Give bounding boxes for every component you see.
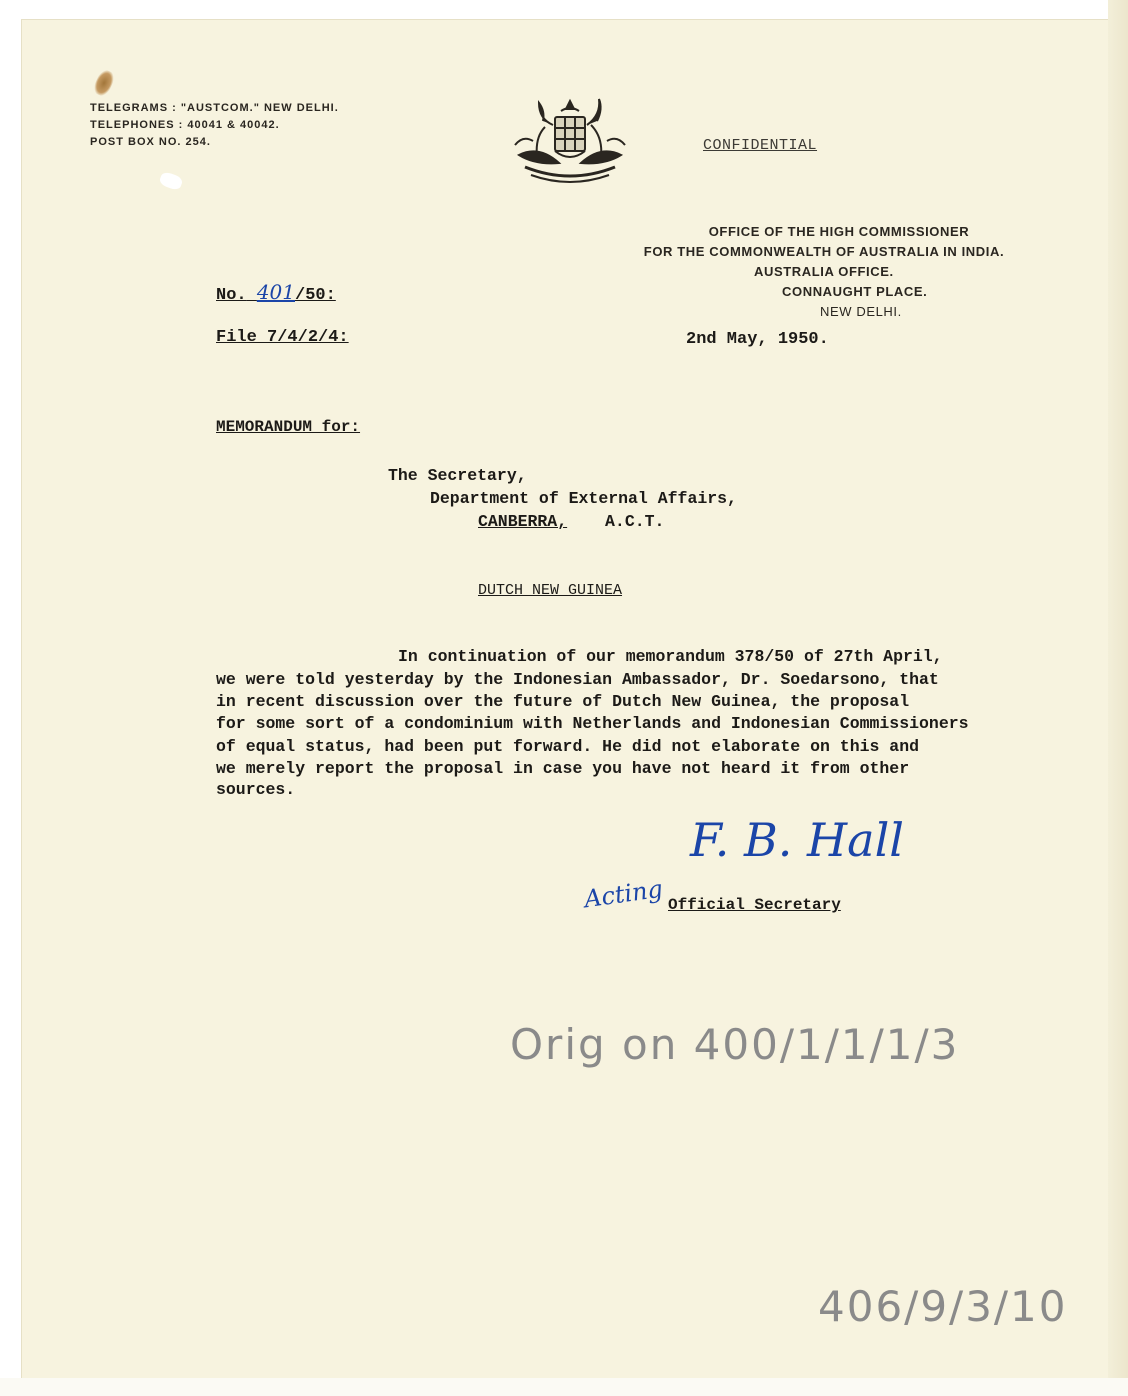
signatory-title: Official Secretary — [668, 896, 841, 914]
post-box-line: POST BOX NO. 254. — [90, 136, 211, 148]
address-city — [478, 512, 664, 533]
telegrams-line: TELEGRAMS : "AUSTCOM." NEW DELHI. — [90, 102, 339, 114]
scan-border-bottom — [0, 1378, 1128, 1396]
address-line: The Secretary, — [388, 466, 527, 485]
reference-prefix: No. — [216, 286, 247, 305]
body-line: of equal status, had been put forward. He did not elaborate on this and — [216, 737, 920, 756]
memo-date: 2nd May, 1950. — [686, 330, 829, 349]
acting-note: Acting — [582, 874, 665, 914]
memo-heading: MEMORANDUM for: — [216, 418, 361, 436]
body-line: In continuation of our memorandum 378/50 of 27th April, — [398, 647, 943, 666]
territory: A.C.T. — [605, 512, 665, 531]
file-reference: File 7/4/2/4: — [216, 328, 349, 347]
office-line: FOR THE COMMONWEALTH OF AUSTRALIA IN INDIA. — [643, 244, 1005, 259]
telephones-line: TELEPHONES : 40041 & 40042. — [90, 119, 280, 131]
memo-subject: DUTCH NEW GUINEA — [478, 582, 623, 599]
body-line: in recent discussion over the future of Dutch New Guinea, the proposal — [216, 692, 910, 711]
body-line: sources. — [216, 780, 296, 799]
office-line: NEW DELHI. — [820, 304, 902, 319]
body-line: we were told yesterday by the Indonesian Ambassador, Dr. Soedarsono, that — [216, 670, 939, 689]
reference-number — [216, 280, 336, 305]
classification-mark: CONFIDENTIAL — [703, 137, 818, 154]
reference-handwritten: 401 — [256, 280, 295, 304]
scan-border-right — [1108, 0, 1128, 1396]
handwritten-signature: F. B. Hall — [690, 813, 905, 867]
city: CANBERRA, — [478, 512, 568, 531]
office-line: AUSTRALIA OFFICE. — [754, 264, 894, 279]
body-line: we merely report the proposal in case you have not heard it from other — [216, 759, 910, 778]
office-line: OFFICE OF THE HIGH COMMISSIONER — [708, 224, 970, 239]
pencil-note-file: 406/9/3/10 — [818, 1282, 1068, 1331]
letterhead-contact — [90, 100, 339, 151]
office-line: CONNAUGHT PLACE. — [782, 284, 928, 299]
address-line: Department of External Affairs, — [430, 489, 737, 508]
coat-of-arms-icon — [505, 95, 635, 195]
reference-suffix: /50: — [295, 286, 336, 305]
pencil-note-orig: Orig on 400/1/1/1/3 — [510, 1020, 960, 1069]
office-address — [622, 222, 1026, 322]
body-line: for some sort of a condominium with Netherlands and Indonesian Commissioners — [216, 714, 969, 733]
scan-border-top — [0, 0, 1128, 22]
